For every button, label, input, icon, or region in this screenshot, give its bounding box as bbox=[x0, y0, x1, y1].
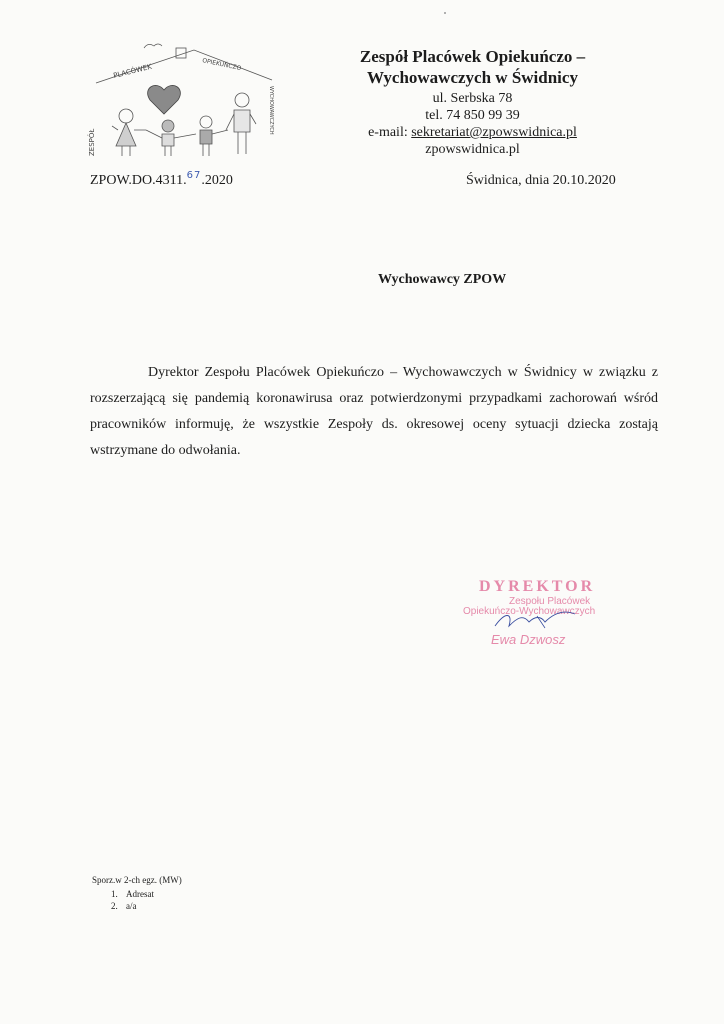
letter-body: Dyrektor Zespołu Placówek Opiekuńczo – Wychowawczych w Świdnicy w związku z rozszerzającą się pandemią koronawirusa oraz potwierdzonymi przypadkami zachorowań wśród pracowników informuję, że wszystkie Zespoły ds. okresowej oceny sytuacji dziecka zostają wstrzymane do odwołania. bbox=[90, 365, 658, 458]
organization-logo bbox=[84, 38, 284, 163]
list-item: 1. Adresat bbox=[120, 888, 182, 900]
website: zpowswidnica.pl bbox=[425, 142, 520, 157]
organization-name bbox=[300, 46, 645, 88]
stamp-title: DYREKTOR bbox=[479, 578, 596, 595]
organization-contact bbox=[300, 90, 645, 158]
stamp-name: Ewa Dzwosz bbox=[491, 632, 566, 647]
copies-note: Sporz.w 2-ch egz. (MW) bbox=[92, 875, 182, 885]
list-item: 2. a/a bbox=[120, 900, 182, 912]
director-stamp bbox=[455, 574, 640, 654]
scan-speck bbox=[444, 12, 446, 14]
footer-note bbox=[92, 874, 182, 912]
address: ul. Serbska 78 bbox=[432, 91, 513, 106]
stamp-line2: Zespołu Placówek bbox=[509, 596, 591, 607]
email-row bbox=[300, 124, 645, 141]
distribution-list bbox=[92, 888, 182, 912]
email-label: e-mail: bbox=[368, 125, 408, 140]
logo-text-left: ZESPÓŁ bbox=[88, 128, 96, 156]
reference-suffix: .2020 bbox=[201, 173, 233, 188]
logo-text-top: PLACÓWEK bbox=[112, 62, 153, 80]
phone: tel. 74 850 99 39 bbox=[425, 108, 520, 123]
reference-prefix: ZPOW.DO.4311. bbox=[90, 173, 187, 188]
stamp-line3: Opiekuńczo-Wychowawczych bbox=[463, 606, 596, 617]
signature bbox=[485, 604, 615, 634]
logo-text-right: OPIEKUŃCZO bbox=[201, 57, 242, 73]
logo-text-side: WYCHOWAWCZYCH bbox=[268, 86, 274, 135]
reference-number bbox=[90, 170, 233, 189]
org-name-line2: Wychowawczych w Świdnicy bbox=[367, 68, 578, 87]
place-date: Świdnica, dnia 20.10.2020 bbox=[466, 173, 616, 188]
org-name-line1: Zespół Placówek Opiekuńczo – bbox=[359, 47, 586, 66]
handwritten-number: 67 bbox=[186, 170, 202, 181]
addressee: Wychowawcy ZPOW bbox=[378, 272, 507, 287]
email-link[interactable]: sekretariat@zpowswidnica.pl bbox=[411, 125, 577, 140]
